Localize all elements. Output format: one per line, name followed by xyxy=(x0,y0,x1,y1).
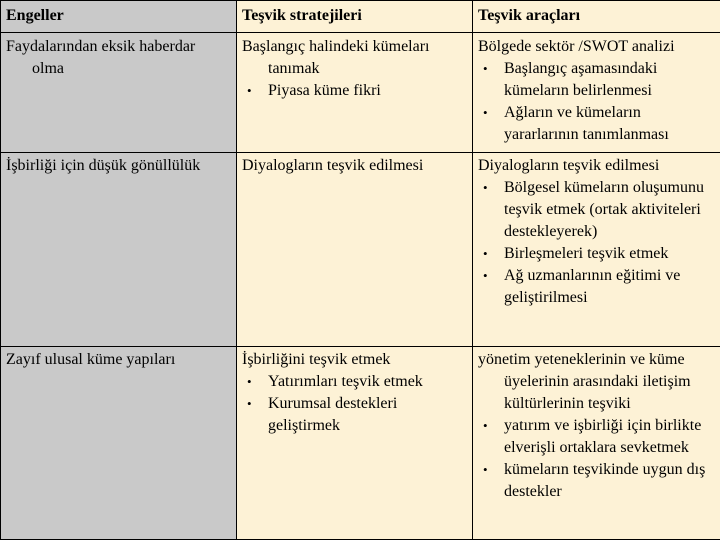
strategy-intro-continued: tanımak xyxy=(268,60,320,78)
list-item xyxy=(478,102,716,146)
barrier-text: Faydalarından eksik haberdar xyxy=(6,38,196,56)
barrier-cell xyxy=(1,153,237,346)
list-item xyxy=(242,371,468,393)
tool-intro: Diyalogların teşvik edilmesi xyxy=(478,157,660,175)
tool-list xyxy=(478,58,716,146)
tool-list xyxy=(478,177,716,309)
bullet-icon: • xyxy=(247,83,252,99)
list-item xyxy=(478,177,716,243)
tool-intro: yönetim yeteneklerinin ve küme xyxy=(478,350,685,368)
bullet-icon: • xyxy=(247,373,252,389)
barrier-text: Zayıf ulusal küme yapıları xyxy=(6,350,176,368)
strategy-cell xyxy=(237,33,473,153)
strategy-cell xyxy=(237,346,473,539)
list-item-text: Piyasa küme fikri xyxy=(268,82,381,100)
strategy-intro: İşbirliğini teşvik etmek xyxy=(242,350,391,368)
tool-cell xyxy=(473,33,720,153)
list-item-text: kümeların teşvikinde uygun dış destekler xyxy=(504,460,706,500)
list-item-text: Başlangıç aşamasındaki kümeların belirlenmesi xyxy=(504,60,658,100)
bullet-icon: • xyxy=(483,180,488,196)
table-row xyxy=(1,153,720,346)
tool-cell xyxy=(473,153,720,346)
list-item xyxy=(478,243,716,265)
barrier-cell xyxy=(1,33,237,153)
table-row xyxy=(1,346,720,539)
bullet-icon: • xyxy=(483,417,488,433)
strategy-list xyxy=(242,80,468,102)
bullet-icon: • xyxy=(483,461,488,477)
tool-cell xyxy=(473,346,720,539)
list-item xyxy=(478,58,716,102)
barrier-cell xyxy=(1,346,237,539)
list-item-text: Ağ uzmanlarının eğitimi ve geliştirilmesi xyxy=(504,267,681,307)
list-item xyxy=(478,265,716,309)
header-strategies: Teşvik stratejileri xyxy=(237,1,473,33)
list-item xyxy=(478,459,716,503)
barrier-text-continued: olma xyxy=(32,60,64,78)
header-barriers: Engeller xyxy=(1,1,237,33)
barrier-text: İşbirliği için düşük gönüllülük xyxy=(6,157,201,175)
bullet-icon: • xyxy=(483,61,488,77)
tool-intro-continued: üyelerinin arasındaki iletişim kültürlerinin teşviki xyxy=(504,372,691,412)
table-header-row xyxy=(1,1,720,33)
bullet-icon: • xyxy=(483,246,488,262)
table-row xyxy=(1,33,720,153)
tool-intro: Bölgede sektör /SWOT analizi xyxy=(478,38,675,56)
tool-list xyxy=(478,415,716,503)
list-item-text: Yatırımları teşvik etmek xyxy=(268,372,423,390)
list-item-text: yatırım ve işbirliği için birlikte elverişli ortaklara sevketmek xyxy=(504,416,702,456)
list-item-text: Ağların ve kümeların yararlarının tanımlanması xyxy=(504,104,669,144)
strategy-intro: Diyalogların teşvik edilmesi xyxy=(242,157,424,175)
list-item xyxy=(242,393,468,437)
list-item xyxy=(478,415,716,459)
list-item-text: Kurumsal destekleri geliştirmek xyxy=(268,394,398,434)
bullet-icon: • xyxy=(483,105,488,121)
list-item-text: Birleşmeleri teşvik etmek xyxy=(504,245,669,263)
list-item xyxy=(242,80,468,102)
strategy-list xyxy=(242,371,468,437)
strategy-intro: Başlangıç halindeki kümeları xyxy=(242,38,430,56)
strategy-cell xyxy=(237,153,473,346)
list-item-text: Bölgesel kümeların oluşumunu teşvik etmek (ortak aktiviteleri destekleyerek) xyxy=(504,179,704,241)
bullet-icon: • xyxy=(247,395,252,411)
bullet-icon: • xyxy=(483,268,488,284)
header-tools: Teşvik araçları xyxy=(473,1,720,33)
